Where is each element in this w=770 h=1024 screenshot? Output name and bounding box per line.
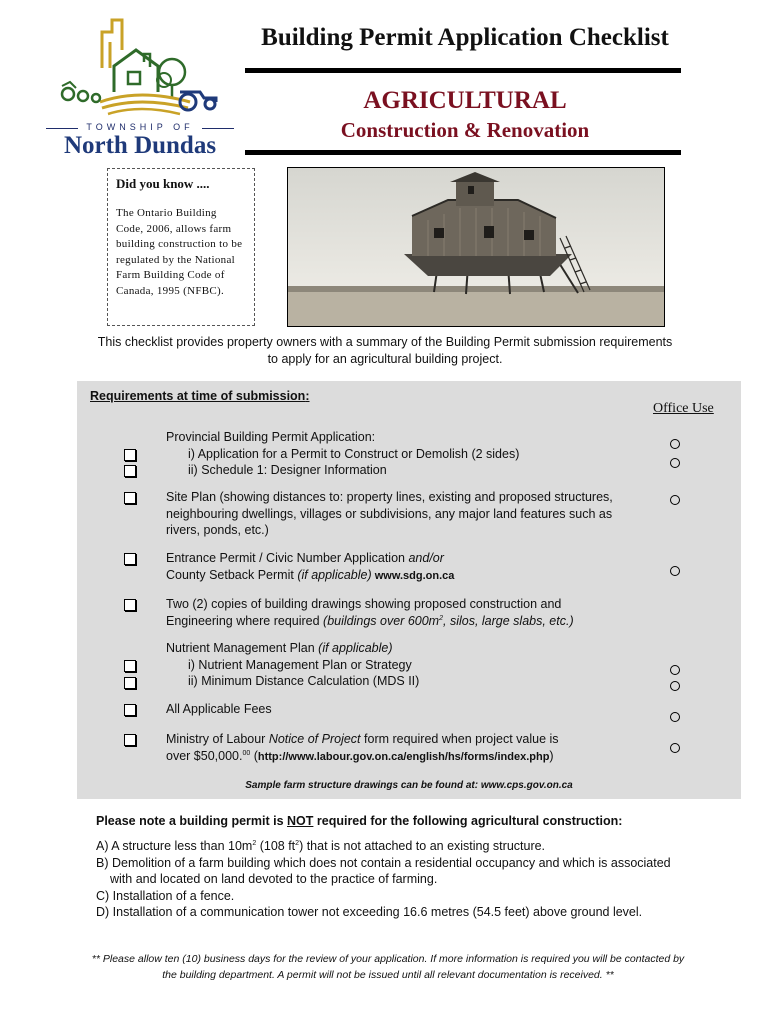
exemption-a [96, 838, 686, 855]
item-building-drawings-engineering: Engineering where required [166, 613, 324, 628]
requirements-heading [90, 389, 310, 403]
exemption-a-text1: A) A structure less than 10m [96, 839, 253, 853]
item-notice-amount: over $50,000. [166, 748, 243, 763]
item-nutrient-management [166, 640, 636, 690]
township-logo-graphic [40, 10, 240, 122]
office-use-circle-schedule-1[interactable] [670, 458, 680, 468]
item-provincial-permit-sub2: ii) Schedule 1: Designer Information [188, 463, 387, 477]
page-title: Building Permit Application Checklist [261, 24, 669, 51]
item-setback-permit-if-applicable: (if applicable) [297, 567, 372, 582]
item-notice-of-project-line2 [166, 748, 666, 766]
logo-township-name: North Dundas [63, 132, 217, 159]
item-notice-amount-sup: 00 [242, 749, 251, 757]
checkbox-site-plan[interactable] [124, 492, 136, 504]
exemptions-heading-a: Please note a building permit is [96, 814, 288, 828]
office-use-circle-applicable-fees[interactable] [670, 712, 680, 722]
item-notice-paren-open: ( [250, 748, 258, 763]
office-use-circle-mds-ii[interactable] [670, 681, 680, 691]
office-use-circle-nutrient-plan[interactable] [670, 665, 680, 675]
item-nutrient-management-if-applicable: (if applicable) [318, 641, 393, 655]
requirements-panel [77, 381, 741, 799]
item-provincial-permit-label: Provincial Building Permit Application: [166, 430, 376, 444]
item-building-drawings-over: (buildings over 600m [323, 613, 440, 628]
checkbox-applicable-fees[interactable] [124, 704, 136, 716]
item-provincial-permit-sub1: i) Application for a Permit to Construct or Demolish (2 sides) [188, 446, 520, 461]
exemptions-heading-not: NOT [287, 814, 314, 828]
exemption-a-sup2: 2 [295, 840, 300, 847]
did-you-know-box [107, 168, 255, 326]
office-use-label: Office Use [653, 401, 714, 416]
item-nutrient-management-label [166, 640, 636, 657]
title-rule-top [245, 68, 681, 73]
exemption-d: D) Installation of a communication tower not exceeding 16.6 metres (54.5 feet) above ground level. [96, 905, 643, 919]
checkbox-nutrient-plan[interactable] [124, 660, 136, 672]
item-notice-ministry: Ministry of Labour [166, 732, 269, 746]
item-entrance-permit-text: Entrance Permit / Civic Number Application [166, 551, 409, 565]
farm-building-photo [287, 167, 665, 327]
exemption-c: C) Installation of a fence. [96, 888, 235, 903]
logo-township-label: TOWNSHIP OF [86, 122, 194, 132]
exemption-a-text3: ) that is not attached to an existing structure. [299, 839, 546, 853]
exemption-a-text2: (108 ft [256, 839, 296, 853]
item-entrance-permit [166, 550, 636, 584]
page-subtitle-agricultural: AGRICULTURAL [363, 87, 567, 114]
review-time-note: ** Please allow ten (10) business days for the review of your application. If more information is required you will be contacted by the building department. A permit will not be issued until all relevant documentation is received. ** [91, 953, 685, 981]
title-rule-bottom [245, 150, 681, 155]
sdg-link[interactable]: www.sdg.on.ca [371, 569, 455, 582]
sample-drawings-note: Sample farm structure drawings can be found at: www.cps.gov.on.ca [245, 780, 573, 791]
exemptions-list [96, 838, 686, 921]
item-nutrient-management-sub2: ii) Minimum Distance Calculation (MDS II) [188, 674, 420, 688]
exemptions-heading-b: required for the following agricultural construction: [313, 814, 623, 828]
checkbox-entrance-permit[interactable] [124, 553, 136, 565]
item-building-drawings-line2 [166, 613, 636, 630]
township-logo [40, 10, 240, 159]
item-entrance-permit-line2 [166, 567, 636, 585]
checkbox-building-drawings[interactable] [124, 599, 136, 611]
page-subtitle-construction: Construction & Renovation [340, 118, 590, 142]
item-site-plan: Site Plan (showing distances to: property lines, existing and proposed structures, neighbouring dwellings, villages or subdivisions, any major land features such as rivers, ponds, etc.) [166, 490, 613, 537]
exemption-a-sup1: 2 [252, 840, 257, 847]
checkbox-mds-ii[interactable] [124, 677, 136, 689]
item-applicable-fees: All Applicable Fees [166, 702, 272, 716]
requirements-heading-colon: : [305, 389, 310, 403]
office-use-circle-entrance-permit[interactable] [670, 566, 680, 576]
item-entrance-permit-line1 [166, 550, 636, 567]
did-you-know-text: The Ontario Building Code, 2006, allows farm building construction to be regulated by the National Farm Building Code of Canada, 1995 (NFBC). [116, 207, 243, 297]
item-notice-of-project-line1 [166, 731, 666, 748]
item-nutrient-management-sub1: i) Nutrient Management Plan or Strategy [188, 657, 412, 672]
checkbox-permit-application[interactable] [124, 449, 136, 461]
farm-building-illustration [288, 168, 664, 326]
did-you-know-title: Did you know .... [116, 176, 210, 191]
item-notice-title: Notice of Project [268, 732, 361, 746]
item-building-drawings [166, 596, 636, 629]
item-notice-of-project [166, 731, 666, 765]
item-notice-form-required: form required when project value is [360, 732, 559, 746]
item-notice-paren-close: ) [549, 748, 554, 763]
office-use-circle-site-plan[interactable] [670, 495, 680, 505]
item-entrance-permit-andor: and/or [408, 551, 444, 565]
item-building-drawings-sup: 2 [439, 614, 443, 622]
labour-link[interactable]: http://www.labour.gov.on.ca/english/hs/forms/index.php [257, 750, 550, 763]
item-building-drawings-silos: , silos, large slabs, etc.) [443, 613, 574, 628]
exemptions-heading [96, 814, 622, 828]
item-setback-permit-text: County Setback Permit [166, 567, 298, 582]
item-provincial-permit [166, 429, 636, 479]
requirements-heading-text: Requirements at time of submission [90, 389, 306, 403]
checkbox-schedule-1[interactable] [124, 465, 136, 477]
item-nutrient-management-text: Nutrient Management Plan [166, 641, 319, 655]
exemption-b: B) Demolition of a farm building which does not contain a residential occupancy and which is associated with and located on land devoted to the practice of farming. [96, 855, 671, 886]
intro-text: This checklist provides property owners with a summary of the Building Permit submission requirements to apply for an agricultural building project. [97, 335, 673, 366]
office-use-circle-permit-application[interactable] [670, 439, 680, 449]
office-use-circle-notice-of-project[interactable] [670, 743, 680, 753]
checkbox-notice-of-project[interactable] [124, 734, 136, 746]
item-building-drawings-line1: Two (2) copies of building drawings showing proposed construction and [166, 597, 562, 611]
